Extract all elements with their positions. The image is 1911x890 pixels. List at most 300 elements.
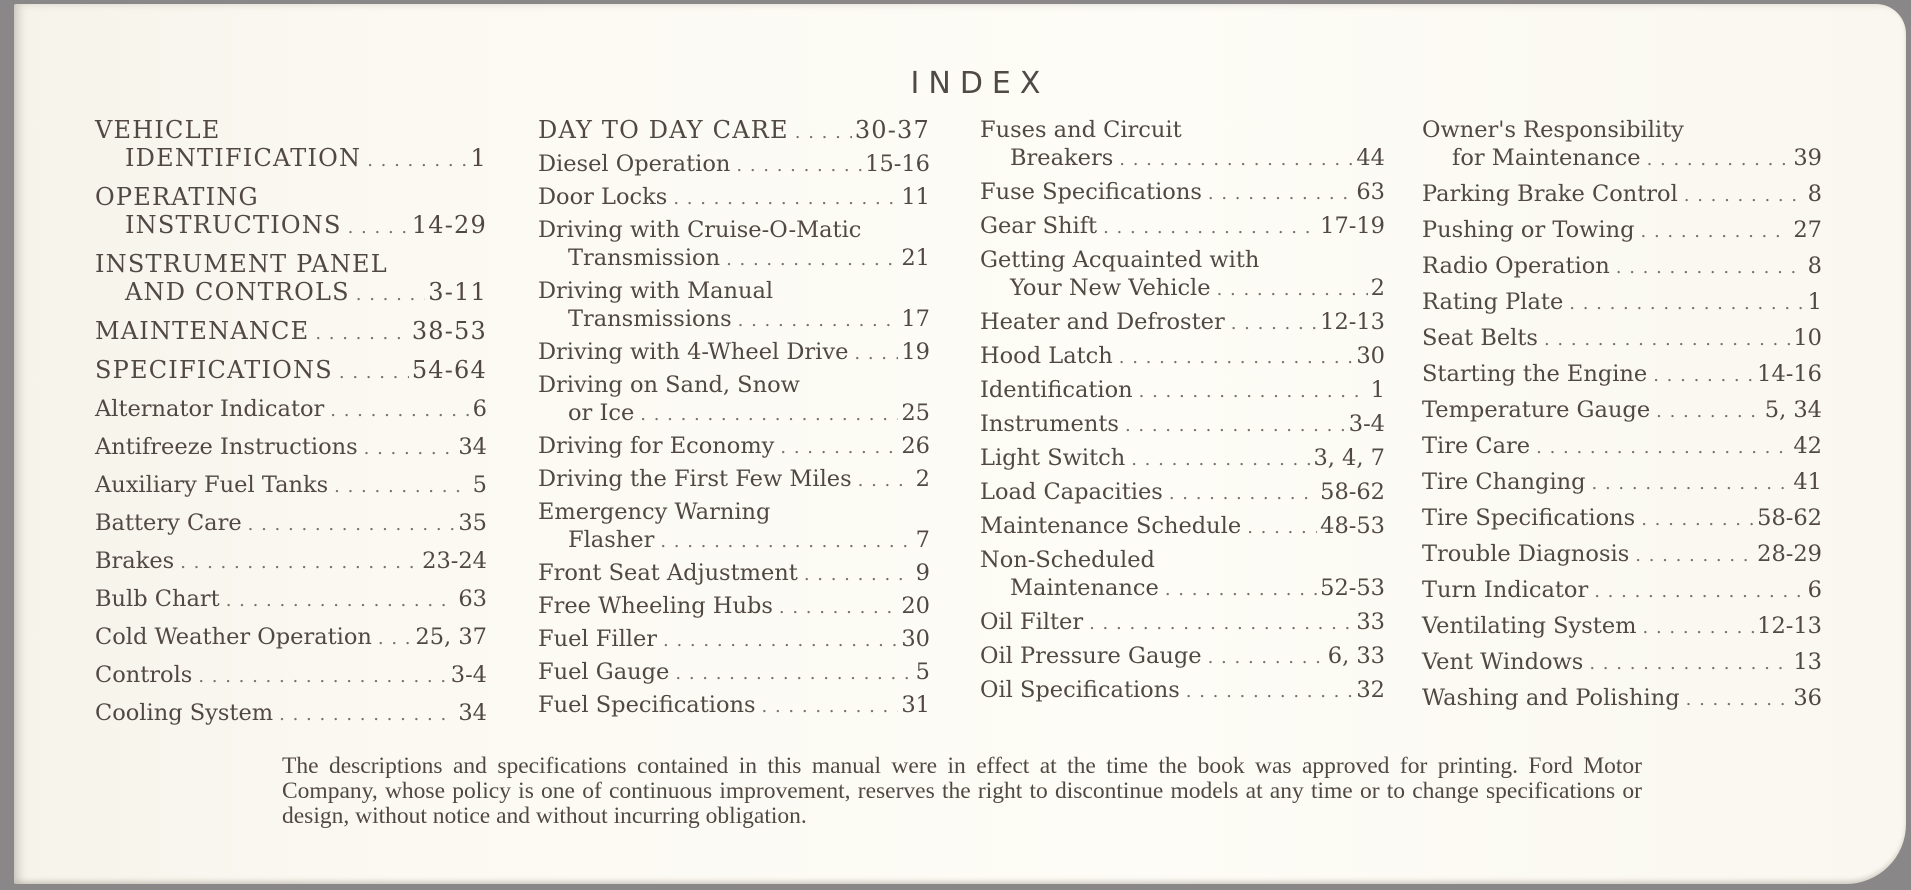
index-entry-line <box>538 116 930 147</box>
index-entry <box>538 658 930 688</box>
index-entry-page: 20 <box>901 593 930 619</box>
index-entry <box>980 246 1385 304</box>
index-entry-continuation <box>538 244 930 274</box>
index-entry <box>980 116 1385 174</box>
index-entry-line <box>980 342 1385 372</box>
page-title: INDEX <box>910 66 1050 101</box>
dot-leader <box>1647 146 1791 174</box>
index-entry-page: 5 <box>472 472 487 498</box>
index-entry-line <box>1422 576 1822 606</box>
dot-leader <box>334 473 470 501</box>
index-entry-label: Cooling System <box>95 700 274 726</box>
index-entry-label: Getting Acquainted with <box>980 247 1260 273</box>
index-entry-line <box>1422 396 1822 426</box>
index-entry-page: 7 <box>915 527 930 553</box>
index-entry-page: 3-4 <box>1348 411 1385 437</box>
dot-leader <box>330 397 469 425</box>
index-entry-line <box>538 150 930 180</box>
dot-leader <box>660 528 912 556</box>
dot-leader <box>1589 650 1790 678</box>
index-entry <box>1422 396 1822 426</box>
index-entry-line <box>1422 684 1822 714</box>
dot-leader <box>804 561 913 589</box>
index-entry-page: 3, 4, 7 <box>1313 445 1385 471</box>
index-entry-page: 13 <box>1793 649 1822 675</box>
dot-leader <box>1641 506 1754 534</box>
index-entry-page: 6, 33 <box>1327 643 1385 669</box>
index-entry-page: 1 <box>470 144 487 172</box>
index-entry-label: Auxiliary Fuel Tanks <box>95 472 329 498</box>
dot-leader <box>1592 470 1791 498</box>
dot-leader <box>858 467 913 495</box>
dot-leader <box>780 434 898 462</box>
dot-leader <box>1208 644 1325 672</box>
index-entry-page: 17 <box>901 306 930 332</box>
index-entry-line <box>538 277 930 305</box>
index-entry-page: 12-13 <box>1757 613 1822 639</box>
dot-leader <box>1169 480 1317 508</box>
dot-leader <box>1208 180 1353 208</box>
index-entry-line <box>980 410 1385 440</box>
index-entry-page: 25 <box>901 400 930 426</box>
index-page <box>14 4 1906 884</box>
index-entry-label: MAINTENANCE <box>95 317 310 345</box>
dot-leader <box>762 693 899 721</box>
index-entry-label: Identification <box>980 377 1133 403</box>
index-entry-line <box>1422 216 1822 246</box>
index-entry-line <box>95 395 487 425</box>
index-entry-page: 35 <box>458 510 487 536</box>
index-entry-page: 31 <box>901 692 930 718</box>
index-entry-line <box>95 471 487 501</box>
index-entry <box>538 465 930 495</box>
index-entry-continuation <box>95 211 487 242</box>
index-entry-label: Transmissions <box>568 306 732 332</box>
index-entry-label: INSTRUMENT PANEL <box>95 250 388 278</box>
index-entry-label: Driving with Cruise-O-Matic <box>538 217 862 243</box>
index-entry-page: 3-11 <box>428 278 487 306</box>
index-entry <box>980 676 1385 706</box>
index-entry-line <box>538 371 930 399</box>
index-entry <box>95 623 487 653</box>
dot-leader <box>248 511 456 539</box>
index-entry <box>1422 576 1822 606</box>
index-entry-page: 32 <box>1356 677 1385 703</box>
index-entry-page: 52-53 <box>1320 575 1385 601</box>
index-entry-label: Oil Specifications <box>980 677 1180 703</box>
index-entry-line <box>95 183 487 211</box>
index-entry-label: Bulb Chart <box>95 586 220 612</box>
dot-leader <box>1119 344 1354 372</box>
dot-leader <box>1653 362 1754 390</box>
index-entry-line <box>95 433 487 463</box>
index-column-2 <box>538 116 930 724</box>
dot-leader <box>675 660 912 688</box>
index-entry-page: 2 <box>915 466 930 492</box>
index-entry-label: or Ice <box>568 400 635 426</box>
index-entry-page: 30-37 <box>854 116 930 144</box>
index-entry-page: 58-62 <box>1757 505 1822 531</box>
index-entry-label: Parking Brake Control <box>1422 181 1678 207</box>
index-entry-continuation <box>980 144 1385 174</box>
index-entry-label: Driving with Manual <box>538 278 774 304</box>
index-entry-label: Temperature Gauge <box>1422 397 1651 423</box>
index-entry-label: Brakes <box>95 548 175 574</box>
dot-leader <box>779 594 898 622</box>
dot-leader <box>180 549 419 577</box>
dot-leader <box>1186 678 1354 706</box>
index-entry <box>538 183 930 213</box>
index-entry <box>95 356 487 387</box>
dot-leader <box>364 435 456 463</box>
dot-leader <box>1247 514 1317 542</box>
index-entry <box>538 371 930 429</box>
index-entry-page: 8 <box>1807 181 1822 207</box>
index-entry-label: SPECIFICATIONS <box>95 356 333 384</box>
index-entry-label: Instruments <box>980 411 1119 437</box>
index-entry-page: 11 <box>901 184 930 210</box>
index-entry <box>95 116 487 175</box>
index-entry-line <box>980 178 1385 208</box>
index-entry-line <box>95 250 487 278</box>
index-entry-page: 63 <box>1356 179 1385 205</box>
index-entry-page: 34 <box>458 700 487 726</box>
dot-leader <box>226 587 456 615</box>
index-entry-label: AND CONTROLS <box>125 278 350 306</box>
dot-leader <box>673 185 898 213</box>
index-entry-label: Maintenance Schedule <box>980 513 1242 539</box>
index-entry <box>1422 540 1822 570</box>
index-entry <box>1422 504 1822 534</box>
dot-leader <box>726 246 898 274</box>
index-entry-page: 6 <box>1807 577 1822 603</box>
index-entry <box>1422 684 1822 714</box>
index-entry-page: 58-62 <box>1320 479 1385 505</box>
index-entry <box>1422 612 1822 642</box>
index-entry <box>1422 360 1822 390</box>
index-entry-line <box>1422 468 1822 498</box>
index-entry <box>1422 180 1822 210</box>
dot-leader <box>367 147 467 175</box>
index-entry-line <box>1422 116 1822 144</box>
dot-leader <box>640 401 898 429</box>
index-entry-line <box>538 658 930 688</box>
index-entry-page: 17-19 <box>1320 213 1385 239</box>
index-entry-page: 6 <box>472 396 487 422</box>
index-entry-line <box>1422 540 1822 570</box>
index-entry <box>95 661 487 691</box>
dot-leader <box>356 281 426 309</box>
index-entry-label: for Maintenance <box>1452 145 1641 171</box>
index-entry-line <box>980 212 1385 242</box>
index-entry <box>95 547 487 577</box>
dot-leader <box>1139 378 1368 406</box>
index-entry-line <box>538 559 930 589</box>
index-entry-label: Heater and Defroster <box>980 309 1225 335</box>
index-entry-label: Breakers <box>1010 145 1114 171</box>
index-entry-line <box>980 676 1385 706</box>
index-entry-continuation <box>980 574 1385 604</box>
index-entry-line <box>1422 612 1822 642</box>
index-entry <box>980 642 1385 672</box>
index-entry <box>95 433 487 463</box>
index-entry <box>95 395 487 425</box>
index-entry-page: 48-53 <box>1320 513 1385 539</box>
index-entry-page: 30 <box>901 626 930 652</box>
index-entry-line <box>1422 180 1822 210</box>
index-entry-line <box>95 356 487 387</box>
dot-leader <box>1165 576 1317 604</box>
index-entry <box>980 376 1385 406</box>
index-entry-label: Controls <box>95 662 193 688</box>
dot-leader <box>1231 310 1317 338</box>
index-entry-line <box>538 691 930 721</box>
index-entry-page: 19 <box>901 339 930 365</box>
index-entry-label: Owner's Responsibility <box>1422 117 1684 143</box>
index-entry-page: 5 <box>915 659 930 685</box>
index-entry <box>980 512 1385 542</box>
index-entry-line <box>95 699 487 729</box>
index-entry-continuation <box>538 526 930 556</box>
dot-leader <box>1119 146 1353 174</box>
index-entry-label: Tire Care <box>1422 433 1531 459</box>
index-entry-label: Oil Pressure Gauge <box>980 643 1202 669</box>
index-entry <box>980 546 1385 604</box>
index-entry-line <box>538 498 930 526</box>
index-entry <box>980 212 1385 242</box>
dot-leader <box>1125 412 1346 440</box>
dot-leader <box>1684 182 1805 210</box>
index-entry-page: 8 <box>1807 253 1822 279</box>
index-entry-page: 42 <box>1793 433 1822 459</box>
dot-leader <box>378 625 413 653</box>
dot-leader <box>1103 214 1317 242</box>
dot-leader <box>1131 446 1310 474</box>
index-entry <box>1422 648 1822 678</box>
dot-leader <box>1536 434 1790 462</box>
index-entry <box>95 509 487 539</box>
dot-leader <box>854 340 898 368</box>
index-entry-label: Turn Indicator <box>1422 577 1589 603</box>
dot-leader <box>1656 398 1762 426</box>
dot-leader <box>663 627 898 655</box>
index-entry-label: Driving the First Few Miles <box>538 466 852 492</box>
index-entry-label: Transmission <box>568 245 721 271</box>
index-entry-label: Pushing or Towing <box>1422 217 1635 243</box>
dot-leader <box>1641 218 1791 246</box>
index-column-1 <box>95 116 487 737</box>
index-entry-page: 36 <box>1793 685 1822 711</box>
index-entry <box>538 691 930 721</box>
index-entry-label: Load Capacities <box>980 479 1163 505</box>
index-entry-line <box>95 661 487 691</box>
index-entry-line <box>95 585 487 615</box>
index-entry-label: Radio Operation <box>1422 253 1610 279</box>
index-entry-label: Non-Scheduled <box>980 547 1155 573</box>
index-entry <box>538 432 930 462</box>
index-entry-line <box>95 623 487 653</box>
index-entry <box>1422 116 1822 174</box>
dot-leader <box>738 307 899 335</box>
dot-leader <box>1635 542 1754 570</box>
disclaimer-text: The descriptions and specifications contained in this manual were in effect at the time the book was approved for printing. Ford Motor Company, whose policy is one of continuous improvement, reserves the right to discontinue models at any time or to change specifications or design, without notice and without incurring obligation. <box>282 752 1642 829</box>
index-entry <box>95 183 487 242</box>
index-entry-label: Flasher <box>568 527 655 553</box>
index-entry-label: Rating Plate <box>1422 289 1564 315</box>
index-entry-page: 15-16 <box>865 151 930 177</box>
index-entry <box>980 478 1385 508</box>
dot-leader <box>1594 578 1804 606</box>
dot-leader <box>1089 610 1353 638</box>
index-entry-page: 30 <box>1356 343 1385 369</box>
index-entry-label: Fuel Gauge <box>538 659 670 685</box>
index-entry <box>538 625 930 655</box>
index-entry <box>95 699 487 729</box>
index-entry-line <box>1422 288 1822 318</box>
index-entry-label: IDENTIFICATION <box>125 144 362 172</box>
index-entry <box>1422 288 1822 318</box>
index-entry-label: OPERATING <box>95 183 259 211</box>
index-entry <box>538 498 930 556</box>
index-entry-page: 44 <box>1356 145 1385 171</box>
index-entry-line <box>538 465 930 495</box>
index-entry-line <box>1422 252 1822 282</box>
index-entry <box>95 585 487 615</box>
dot-leader <box>339 359 409 387</box>
index-entry-continuation <box>95 144 487 175</box>
index-entry-label: Driving for Economy <box>538 433 775 459</box>
dot-leader <box>198 663 447 691</box>
index-entry-line <box>95 509 487 539</box>
dot-leader <box>1616 254 1805 282</box>
index-entry <box>980 444 1385 474</box>
index-entry-line <box>1422 648 1822 678</box>
index-entry-line <box>538 216 930 244</box>
index-entry-page: 27 <box>1793 217 1822 243</box>
index-entry <box>95 250 487 309</box>
index-entry-page: 38-53 <box>411 317 487 345</box>
index-entry <box>980 308 1385 338</box>
index-entry <box>1422 252 1822 282</box>
index-entry-label: Tire Specifications <box>1422 505 1636 531</box>
index-entry-label: VEHICLE <box>95 116 221 144</box>
index-entry-page: 1 <box>1370 377 1385 403</box>
index-entry <box>1422 468 1822 498</box>
index-entry-line <box>538 625 930 655</box>
index-entry-line <box>980 376 1385 406</box>
index-entry-label: Fuel Filler <box>538 626 658 652</box>
index-entry-label: Oil Filter <box>980 609 1084 635</box>
index-entry-label: Seat Belts <box>1422 325 1538 351</box>
index-entry-line <box>1422 504 1822 534</box>
index-entry-line <box>538 338 930 368</box>
index-entry-page: 28-29 <box>1757 541 1822 567</box>
index-column-3 <box>980 116 1385 710</box>
index-entry-page: 25, 37 <box>415 624 487 650</box>
index-entry-page: 34 <box>458 434 487 460</box>
index-entry <box>538 150 930 180</box>
index-entry <box>538 277 930 335</box>
index-entry <box>1422 324 1822 354</box>
index-entry-line <box>980 512 1385 542</box>
index-entry-continuation <box>980 274 1385 304</box>
index-entry-label: Diesel Operation <box>538 151 731 177</box>
index-entry <box>980 178 1385 208</box>
index-entry-page: 54-64 <box>411 356 487 384</box>
index-entry-line <box>538 432 930 462</box>
index-entry <box>980 342 1385 372</box>
index-entry-page: 9 <box>915 560 930 586</box>
index-entry-label: Battery Care <box>95 510 242 536</box>
index-entry <box>980 410 1385 440</box>
index-entry-label: Trouble Diagnosis <box>1422 541 1630 567</box>
index-entry-label: Maintenance <box>1010 575 1159 601</box>
index-entry-label: Tire Changing <box>1422 469 1586 495</box>
index-entry-label: Your New Vehicle <box>1010 275 1211 301</box>
index-entry-continuation <box>95 278 487 309</box>
index-entry-page: 2 <box>1370 275 1385 301</box>
index-entry-line <box>95 116 487 144</box>
index-entry-label: Hood Latch <box>980 343 1113 369</box>
index-entry-line <box>980 608 1385 638</box>
index-entry-label: Door Locks <box>538 184 668 210</box>
index-entry-label: INSTRUCTIONS <box>125 211 342 239</box>
index-column-4 <box>1422 116 1822 720</box>
index-entry-label: DAY TO DAY CARE <box>538 116 789 144</box>
index-entry-page: 3-4 <box>450 662 487 688</box>
index-entry-label: Fuel Specifications <box>538 692 756 718</box>
index-entry-page: 23-24 <box>422 548 487 574</box>
index-entry-page: 21 <box>901 245 930 271</box>
index-entry-page: 41 <box>1793 469 1822 495</box>
index-entry-line <box>538 183 930 213</box>
index-entry <box>538 216 930 274</box>
dot-leader <box>795 119 852 147</box>
index-entry-line <box>980 546 1385 574</box>
index-entry-line <box>980 246 1385 274</box>
index-entry-label: Gear Shift <box>980 213 1098 239</box>
index-entry-page: 14-16 <box>1757 361 1822 387</box>
index-entry-continuation <box>1422 144 1822 174</box>
dot-leader <box>1686 686 1791 714</box>
index-entry-continuation <box>538 305 930 335</box>
index-entry-page: 39 <box>1793 145 1822 171</box>
index-entry <box>95 471 487 501</box>
index-entry-line <box>95 317 487 348</box>
index-entry-label: Front Seat Adjustment <box>538 560 798 586</box>
index-entry-page: 63 <box>458 586 487 612</box>
index-entry-line <box>1422 360 1822 390</box>
dot-leader <box>1217 276 1368 304</box>
index-entry <box>980 608 1385 638</box>
index-entry-label: Light Switch <box>980 445 1126 471</box>
index-entry-page: 1 <box>1807 289 1822 315</box>
index-entry-label: Vent Windows <box>1422 649 1584 675</box>
index-entry <box>538 116 930 147</box>
dot-leader <box>1643 614 1755 642</box>
dot-leader <box>348 214 409 242</box>
index-entry-page: 26 <box>901 433 930 459</box>
index-entry-label: Fuse Specifications <box>980 179 1202 205</box>
index-entry-line <box>1422 432 1822 462</box>
index-entry-line <box>980 642 1385 672</box>
index-entry-page: 5, 34 <box>1764 397 1822 423</box>
index-entry-continuation <box>538 399 930 429</box>
index-entry-label: Washing and Polishing <box>1422 685 1680 711</box>
index-entry-page: 14-29 <box>411 211 487 239</box>
index-entry-line <box>980 116 1385 144</box>
index-entry-label: Antifreeze Instructions <box>95 434 358 460</box>
